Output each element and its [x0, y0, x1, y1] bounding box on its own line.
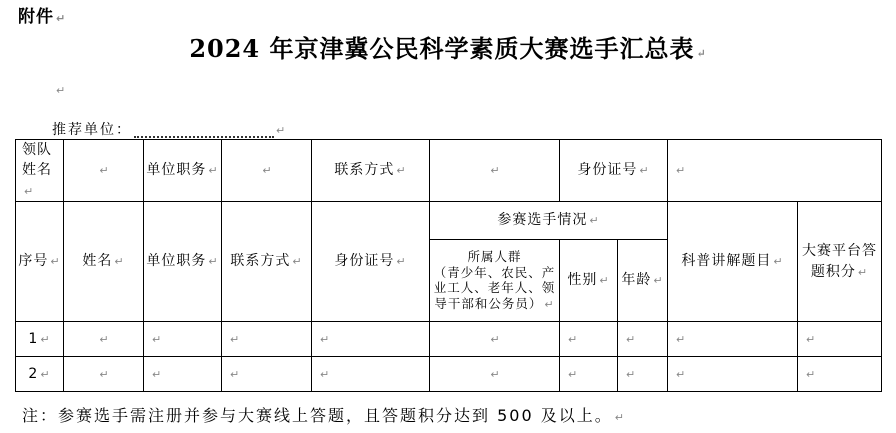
leader-contact-label: 联系方式 ↵	[312, 140, 430, 202]
header-gender: 性别 ↵	[560, 240, 618, 322]
document-title: 2024 年京津冀公民科学素质大赛选手汇总表 ↵	[189, 34, 707, 63]
header-topic: 科普讲解题目 ↵	[668, 202, 798, 322]
table-row	[16, 357, 882, 392]
leader-row	[16, 140, 882, 202]
summary-table	[15, 139, 882, 392]
header-no: 序号 ↵	[16, 202, 64, 322]
row-group-cell[interactable]: ↵	[430, 357, 560, 392]
header-group: 所属人群 （青少年、农民、产业工人、老年人、领导干部和公务员） ↵	[430, 240, 560, 322]
header-contact: 联系方式 ↵	[222, 202, 312, 322]
header-score: 大赛平台答题积分 ↵	[798, 202, 882, 322]
recommender-blank[interactable]	[134, 122, 274, 138]
row-score-cell[interactable]: ↵	[798, 357, 882, 392]
row-position-cell[interactable]: ↵	[144, 357, 222, 392]
row-id-cell[interactable]: ↵	[312, 322, 430, 357]
row-age-cell[interactable]: ↵	[618, 322, 668, 357]
leader-contact-cell[interactable]: ↵	[430, 140, 560, 202]
row-age-cell[interactable]: ↵	[618, 357, 668, 392]
leader-name-cell[interactable]: ↵	[64, 140, 144, 202]
row-name-cell[interactable]: ↵	[64, 357, 144, 392]
row-name-cell[interactable]: ↵	[64, 322, 144, 357]
row-gender-cell[interactable]: ↵	[560, 322, 618, 357]
row-id-cell[interactable]: ↵	[312, 357, 430, 392]
leader-id-label: 身份证号 ↵	[560, 140, 668, 202]
row-topic-cell[interactable]: ↵	[668, 357, 798, 392]
leader-id-cell[interactable]: ↵	[668, 140, 882, 202]
row-group-cell[interactable]: ↵	[430, 322, 560, 357]
header-age: 年龄 ↵	[618, 240, 668, 322]
row-score-cell[interactable]: ↵	[798, 322, 882, 357]
header-position: 单位职务 ↵	[144, 202, 222, 322]
footnote: 注：参赛选手需注册并参与大赛线上答题，且答题积分达到 500 及以上。 ↵	[22, 406, 626, 425]
recommender-label: 推荐单位：	[52, 122, 132, 138]
row-contact-cell[interactable]: ↵	[222, 357, 312, 392]
header-row-1	[16, 202, 882, 240]
row-no: 1 ↵	[16, 322, 64, 357]
row-topic-cell[interactable]: ↵	[668, 322, 798, 357]
leader-position-cell[interactable]: ↵	[222, 140, 312, 202]
header-name: 姓名 ↵	[64, 202, 144, 322]
leader-name-label: 领队 姓名↵	[16, 140, 64, 202]
row-no: 2 ↵	[16, 357, 64, 392]
row-gender-cell[interactable]: ↵	[560, 357, 618, 392]
recommender-field: 推荐单位： ↵	[52, 122, 288, 138]
header-participants: 参赛选手情况 ↵	[430, 202, 668, 240]
paragraph-mark: ↵	[56, 84, 66, 97]
header-id: 身份证号 ↵	[312, 202, 430, 322]
row-position-cell[interactable]: ↵	[144, 322, 222, 357]
attachment-label: 附件 ↵	[18, 7, 67, 27]
row-contact-cell[interactable]: ↵	[222, 322, 312, 357]
leader-position-label: 单位职务 ↵	[144, 140, 222, 202]
table-row	[16, 322, 882, 357]
